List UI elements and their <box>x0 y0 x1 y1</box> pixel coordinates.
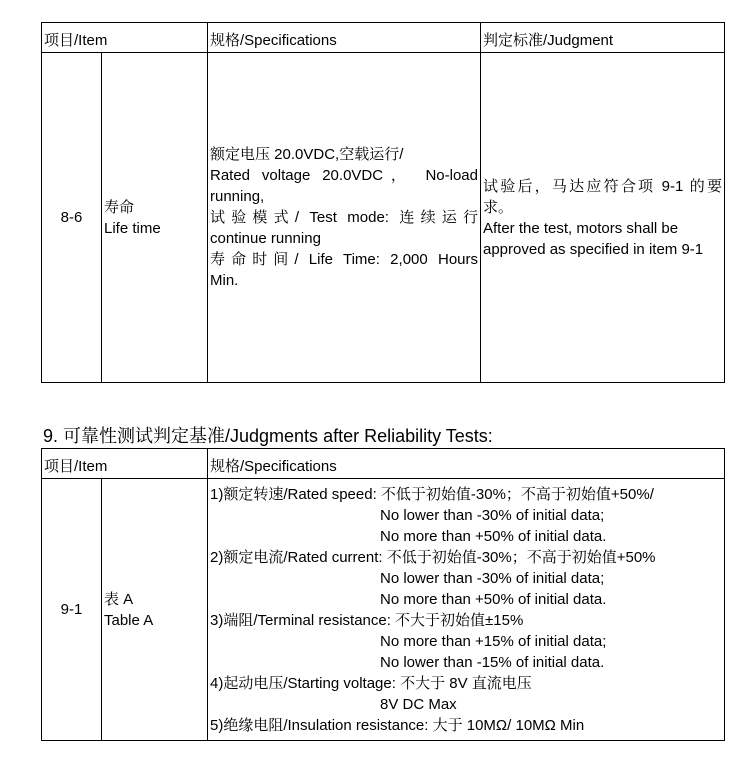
table-row <box>42 479 725 741</box>
item-name-cn: 寿命 <box>104 198 135 216</box>
judgment-line: 试验后，马达应符合项 9-1 的要求。 <box>483 177 722 216</box>
section-title: 9. 可靠性测试判定基准/Judgments after Reliability Tests: <box>43 426 493 446</box>
spec-line: No lower than -30% of initial data; <box>380 569 605 587</box>
item-name-en: Table A <box>104 611 154 629</box>
spec-line: 额定电压 20.0VDC,空载运行/ <box>210 146 404 163</box>
life-test-table <box>41 22 725 383</box>
item-name <box>102 53 208 383</box>
spec-line: 4)起动电压/Starting voltage: 不大于 8V 直流电压 <box>210 674 532 692</box>
spec-line: Rated voltage 20.0VDC， No-load <box>210 167 478 184</box>
spec-line: No more than +50% of initial data. <box>380 590 607 608</box>
spec-line: 2)额定电流/Rated current: 不低于初始值-30%；不高于初始值+50% <box>210 548 656 566</box>
table-header-row <box>42 23 725 53</box>
judgment-line: approved as specified in item 9-1 <box>483 240 704 258</box>
item-name-cn: 表 A <box>104 590 134 608</box>
spec-line: 8V DC Max <box>380 695 457 713</box>
header-specifications: 规格/Specifications <box>208 449 725 479</box>
item-number: 9-1 <box>42 479 102 741</box>
table-row <box>42 53 725 383</box>
spec-line: 1)额定转速/Rated speed: 不低于初始值-30%；不高于初始值+50%/ <box>210 485 654 503</box>
spec-cell <box>208 479 725 741</box>
item-number: 8-6 <box>42 53 102 383</box>
reliability-judgment-table <box>41 448 725 741</box>
judgment-cell <box>481 53 725 383</box>
item-name <box>102 479 208 741</box>
spec-line: continue running <box>210 230 321 247</box>
spec-line: running, <box>210 188 265 205</box>
header-judgment: 判定标准/Judgment <box>481 23 725 53</box>
spec-line: 5)绝缘电阻/Insulation resistance: 大于 10MΩ/ 10MΩ Min <box>210 716 585 734</box>
judgment-line: After the test, motors shall be <box>483 219 679 237</box>
spec-line: No more than +50% of initial data. <box>380 527 607 545</box>
header-specifications: 规格/Specifications <box>208 23 481 53</box>
spec-line: No more than +15% of initial data; <box>380 632 607 650</box>
spec-line: 3)端阻/Terminal resistance: 不大于初始值±15% <box>210 611 524 629</box>
header-item: 项目/Item <box>42 23 208 53</box>
spec-cell <box>208 53 481 383</box>
spec-line: 试验模式/ Test mode: 连续运行 <box>210 209 478 226</box>
item-name-en: Life time <box>104 219 161 237</box>
table-header-row <box>42 449 725 479</box>
header-item: 项目/Item <box>42 449 208 479</box>
spec-line: No lower than -30% of initial data; <box>380 506 605 524</box>
spec-line: 寿命时间/ Life Time: 2,000 Hours <box>210 251 478 268</box>
spec-line: Min. <box>210 272 239 289</box>
spec-line: No lower than -15% of initial data. <box>380 653 605 671</box>
